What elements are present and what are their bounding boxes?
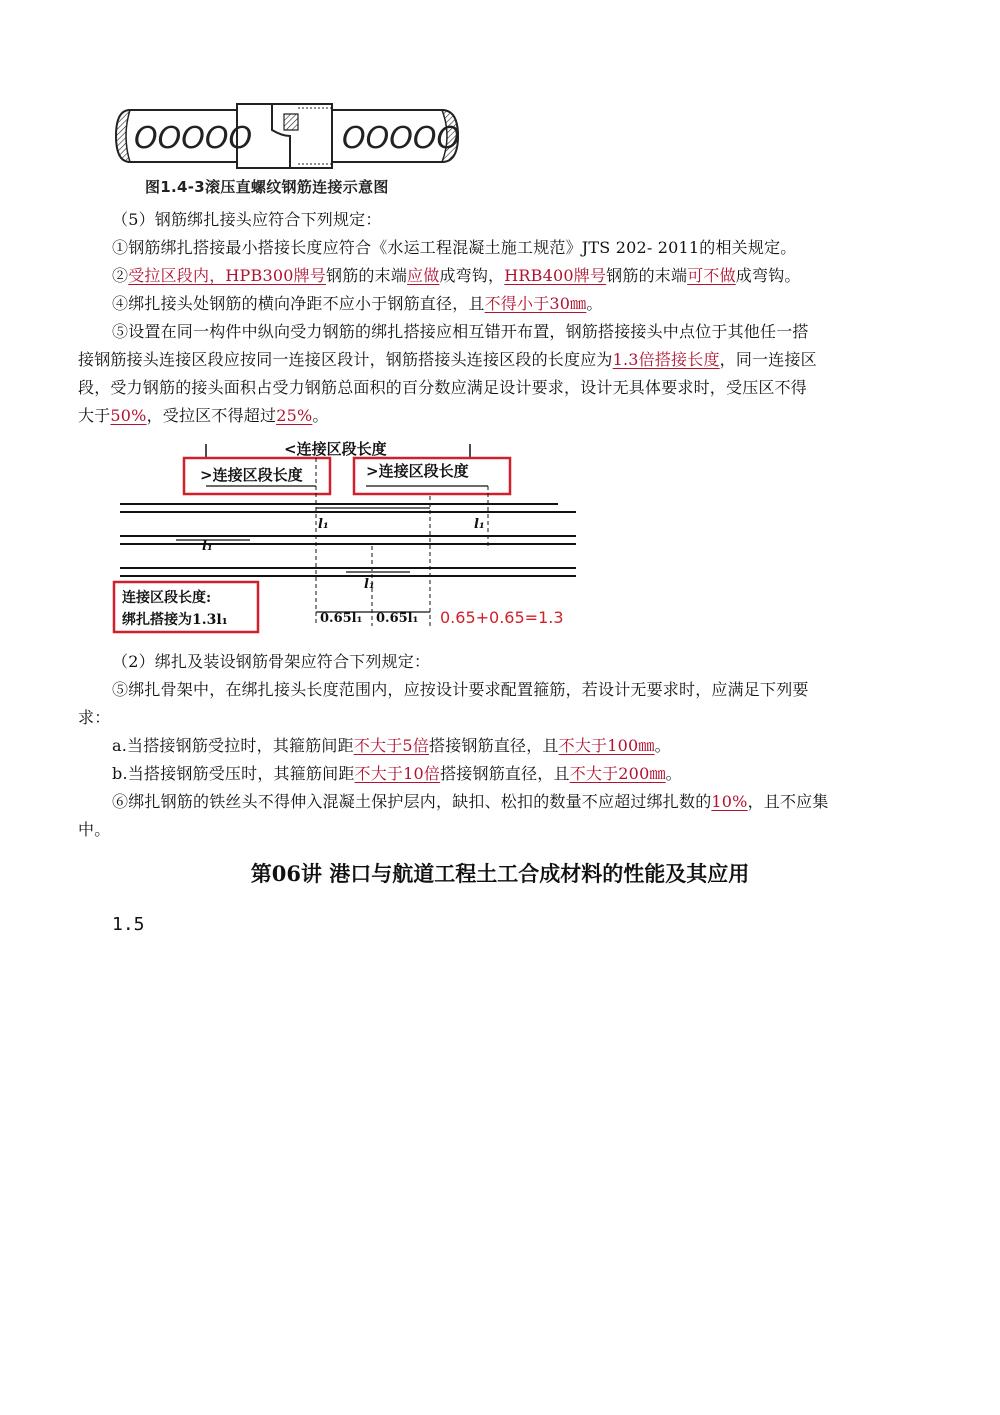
highlight-50pct: 50% (110, 406, 147, 425)
p2-item-a (78, 732, 962, 760)
text-run: ，受拉区不得超过 (146, 406, 277, 425)
text-run: 。 (665, 764, 682, 783)
p5-item-5-line4 (78, 402, 928, 430)
text-run: 钢筋的末端 (606, 266, 688, 285)
highlight-200mm: 不大于200㎜ (569, 764, 666, 783)
text-run: 成弯钩， (439, 266, 505, 285)
text-run: ，同一连接区 (719, 350, 817, 369)
highlight-10x: 不大于10倍 (354, 764, 441, 783)
p5-item-2 (78, 262, 962, 290)
text-run: 。 (654, 736, 671, 755)
highlight-25pct: 25% (276, 406, 313, 425)
highlight-30mm: 不得小于30㎜ (484, 294, 587, 313)
p2-item-6-line1 (78, 788, 962, 816)
text-run: 大于 (78, 406, 111, 425)
l1-mark-left: l₁ (202, 539, 213, 554)
p5-item-4 (78, 290, 962, 318)
text-run: ④绑扎接头处钢筋的横向净距不应小于钢筋直径，且 (112, 294, 485, 313)
l1-mark-right: l₁ (474, 517, 485, 532)
text-run: 成弯钩。 (735, 266, 801, 285)
highlight-hrb400: HRB400牌号 (504, 266, 607, 285)
p2-title: （2）绑扎及装设钢筋骨架应符合下列规定： (112, 652, 431, 671)
text-run: 钢筋的末端 (326, 266, 408, 285)
text-run: 接钢筋接头连接区段应按同一连接区段计，钢筋搭接头连接区段的长度应为 (78, 350, 613, 369)
l1-mark-upper: l₁ (318, 517, 329, 532)
text-run: 。 (586, 294, 603, 313)
left-bar-ribs: OOOOO (134, 121, 253, 156)
p5-item-5-line1: ⑤设置在同一构件中纵向受力钢筋的绑扎搭接应相互错开布置，钢筋搭接接头中点位于其他任一搭 (112, 322, 809, 341)
lap-splice-zone-figure (110, 436, 580, 638)
highlight-no-hook: 可不做 (687, 266, 736, 285)
p2-item-b (78, 760, 962, 788)
text-run: ⑥绑扎钢筋的铁丝头不得伸入混凝土保护层内，缺扣、松扣的数量不应超过绑扎数的 (112, 792, 712, 811)
l1-mark-lower: l₁ (364, 577, 375, 592)
formula-label: 0.65+0.65=1.3 (440, 608, 564, 627)
p5-item-5-line2 (78, 346, 928, 374)
text-run: 。 (312, 406, 329, 425)
dim-065-right: 0.65l₁ (376, 611, 419, 626)
text-run: a.当搭接钢筋受拉时，其箍筋间距 (112, 736, 354, 755)
text-run: ，且不应集 (747, 792, 829, 811)
lecture-heading: 第06讲 港口与航道工程土工合成材料的性能及其应用 (250, 861, 750, 886)
p5-item-1: ①钢筋绑扎搭接最小搭接长度应符合《水运工程混凝土施工规范》JTS 202- 2011的相关规定。 (112, 238, 797, 257)
p5-title: （5）钢筋绑扎接头应符合下列规定： (112, 210, 382, 229)
text-run: 搭接钢筋直径，且 (440, 764, 570, 783)
zone-box-2-label: >连接区段长度 (366, 462, 469, 480)
p2-item-5-line2: 求： (78, 708, 111, 727)
threaded-rebar-connection-figure (112, 100, 462, 172)
section-number: 1.5 (112, 914, 145, 935)
right-bar-ribs: OOOOO (342, 121, 461, 156)
p2-item-5-line1: ⑤绑扎骨架中，在绑扎接头长度范围内，应按设计要求配置箍筋，若设计无要求时，应满足下列要 (112, 680, 809, 699)
figure-caption: 图1.4-3滚压直螺纹钢筋连接示意图 (145, 178, 389, 196)
p5-item-5-line3: 段，受力钢筋的接头面积占受力钢筋总面积的百分数应满足设计要求，设计无具体要求时，受压区不得 (78, 378, 808, 397)
zone-box-3-line2: 绑扎搭接为1.3l₁ (122, 612, 228, 628)
text-run: ② (112, 266, 129, 285)
highlight-must-hook: 应做 (407, 266, 440, 285)
dim-065-left: 0.65l₁ (320, 611, 363, 626)
text-run: b.当搭接钢筋受压时，其箍筋间距 (112, 764, 355, 783)
highlight-1-3-lap: 1.3倍搭接长度 (612, 350, 720, 369)
highlight-100mm: 不大于100㎜ (558, 736, 655, 755)
zone-box-1-label: >连接区段长度 (200, 466, 303, 484)
highlight-10pct: 10% (711, 792, 748, 811)
p2-item-6-line2: 中。 (78, 820, 111, 839)
top-zone-label: <连接区段长度 (284, 440, 387, 458)
text-run: 搭接钢筋直径，且 (429, 736, 559, 755)
highlight-5x: 不大于5倍 (353, 736, 430, 755)
highlight-tension-zone: 受拉区段内，HPB300牌号 (128, 266, 327, 285)
zone-box-3-line1: 连接区段长度: (122, 590, 212, 606)
